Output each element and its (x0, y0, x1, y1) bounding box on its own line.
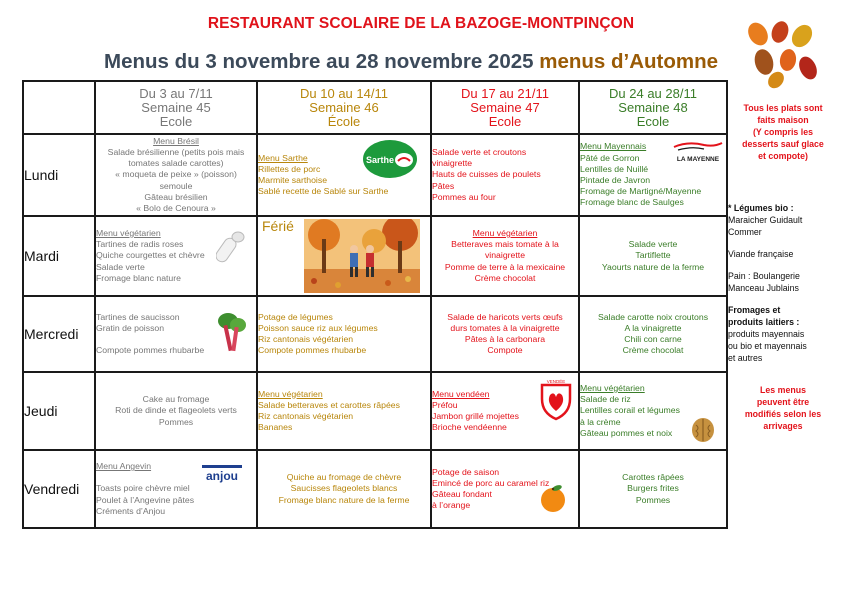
week-label: Ecole (488, 113, 522, 129)
menu-mercredi-w45 (95, 296, 257, 372)
autumn-leaves-icon (744, 20, 820, 90)
note-line: peuvent être (756, 397, 810, 407)
vendee-logo (534, 377, 578, 421)
row-vendredi (23, 450, 727, 528)
menu-jeudi-w47 (431, 372, 579, 450)
menu-lundi-w46 (257, 134, 431, 216)
menu-line: Créments d’Anjou (96, 505, 166, 516)
menu-line: Tartines de radis roses (96, 239, 184, 250)
note-line: * Légumes bio : (728, 203, 794, 213)
menu-table (22, 80, 728, 529)
note-line: produits mayennais (728, 329, 805, 339)
week-dates: Du 24 au 28/11 (609, 85, 697, 101)
menu-jeudi-w48 (579, 372, 727, 450)
menu-theme: Menu végétarien (580, 382, 645, 393)
menu-mardi-w45 (95, 216, 257, 296)
menu-vendredi-w45 (95, 450, 257, 528)
menu-line: Salade betteraves et carottes râpées (258, 399, 400, 410)
note-line: Pain : Boulangerie (728, 271, 800, 281)
week-dates: Du 10 au 14/11 (300, 85, 388, 101)
menu-lundi-w48 (579, 134, 727, 216)
bread-note (728, 270, 838, 294)
mayenne-logo (672, 141, 724, 165)
menu-theme: Menu Angevin (96, 461, 152, 472)
menu-line: tomates salade carottes) (128, 158, 224, 169)
menu-line: Hauts de cuisses de poulets (432, 169, 541, 180)
holiday-label: Férié (262, 218, 294, 234)
note-line: ou bio et mayennais (728, 341, 807, 351)
menu-line: Fromage blanc nature de la ferme (278, 494, 410, 505)
note-line: arrivages (763, 421, 803, 431)
menu-vendredi-w47 (431, 450, 579, 528)
menu-mercredi-w46 (257, 296, 431, 372)
week-45-header (95, 81, 257, 134)
sarthe-logo-text: Sarthe (365, 155, 395, 165)
menu-line: Gâteau pommes et noix (580, 427, 673, 438)
menu-theme: Menu vendéen (432, 388, 490, 399)
menu-line: Pâté de Gorron (580, 152, 640, 163)
menu-line: Pommes au four (432, 191, 496, 202)
menu-line: Gâteau brésilien (144, 191, 208, 202)
menu-line: Salade carotte noix croutons (597, 311, 709, 322)
menu-line: Carottes râpées (622, 472, 684, 483)
menu-line: Chili con carne (624, 334, 682, 344)
note-line: faits maison (757, 115, 809, 125)
season-label: menus d’Automne (539, 50, 719, 73)
menu-line: Tartines de saucisson (96, 311, 180, 322)
restaurant-title: RESTAURANT SCOLAIRE DE LA BAZOGE-MONTPINÇON (207, 15, 635, 32)
menu-line: Fromage de Martigné/Mayenne (580, 186, 702, 197)
menu-vendredi-w48 (579, 450, 727, 528)
day-jeudi: Jeudi (23, 372, 95, 450)
menu-mercredi-w47 (431, 296, 579, 372)
note-line: Commer (728, 227, 762, 237)
menu-line: Saucisses flageolets blancs (290, 483, 398, 494)
menu-line: Pomme de terre à la mexicaine (444, 261, 566, 272)
menu-period-title (104, 50, 718, 74)
week-number: Semaine 48 (618, 99, 688, 115)
rhubarb-icon (216, 311, 248, 353)
meat-note: Viande française (728, 249, 794, 259)
menu-line: Cake au fromage (142, 394, 210, 405)
note-line: et compote) (758, 151, 808, 161)
row-mardi (23, 216, 727, 296)
menu-line: vinaigrette (484, 250, 526, 261)
menu-line: Emincé de porc au caramel riz (432, 477, 550, 488)
menu-change-note (728, 384, 838, 432)
menu-line: Pintade de Javron (580, 175, 651, 185)
day-vendredi: Vendredi (23, 450, 95, 528)
menu-vendredi-w46 (257, 450, 431, 528)
menu-line: Salade verte (628, 239, 678, 250)
week-label: Ecole (636, 113, 670, 129)
menu-line: durs tomates à la vinaigrette (450, 322, 560, 333)
info-sidebar (728, 102, 838, 432)
week-dates: Du 3 au 7/11 (139, 85, 213, 101)
row-jeudi (23, 372, 727, 450)
mayenne-logo-text: LA MAYENNE (676, 156, 720, 163)
orange-icon (538, 483, 568, 513)
menu-line: Potage de saison (432, 466, 500, 477)
day-lundi: Lundi (23, 134, 95, 216)
menu-mardi-w47 (431, 216, 579, 296)
menu-lundi-w45 (95, 134, 257, 216)
menu-line: Riz cantonais végétarien (258, 334, 354, 344)
anjou-logo-text: anjou (206, 469, 238, 483)
menu-line: Quiche au fromage de chèvre (286, 472, 402, 483)
menu-line: Pommes (158, 416, 194, 427)
menu-line: Compote pommes rhubarbe (258, 345, 367, 356)
menu-line: Pâtes à la carbonara (464, 334, 546, 344)
menu-line: Pommes (635, 494, 671, 505)
menu-line: Salade de riz (580, 394, 631, 405)
menu-line: « Bolo de Cenoura » (136, 203, 216, 213)
menu-line: Préfou (432, 399, 458, 410)
menu-line: Jambon grillé mojettes (432, 411, 519, 421)
menu-line: Fromage blanc nature (96, 272, 181, 283)
sarthe-logo (362, 139, 418, 179)
note-line: Fromages et (728, 305, 781, 315)
menu-theme: Menu Mayennais (580, 141, 647, 152)
bio-vegetables-note (728, 202, 838, 238)
week-label: Ecole (159, 113, 193, 129)
menu-line: vinaigrette (432, 158, 473, 169)
homemade-note (728, 102, 838, 162)
menu-line: Compote (487, 345, 523, 356)
menu-line: Lentilles corail et légumes (580, 405, 680, 416)
menu-line: Marmite sarthoise (258, 175, 328, 185)
menu-line: à la crème (580, 416, 621, 427)
menu-theme: Menu végétarien (258, 388, 323, 399)
menu-line: Burgers frites (627, 483, 679, 494)
note-line: Maraicher Guidault (728, 215, 803, 225)
menu-line: Poisson sauce riz aux légumes (258, 322, 378, 333)
menu-line: Salade de haricots verts œufs (447, 311, 563, 322)
header-row (23, 81, 727, 134)
menu-theme: Menu Sarthe (258, 152, 308, 163)
note-line: Les menus (760, 385, 806, 395)
row-lundi (23, 134, 727, 216)
day-mardi: Mardi (23, 216, 95, 296)
autumn-walk-picture (304, 219, 420, 293)
menu-lundi-w47 (431, 134, 579, 216)
menu-line: à l’orange (432, 500, 471, 511)
menu-theme: Menu Brésil (153, 135, 199, 146)
corner-cell (23, 81, 95, 134)
week-dates: Du 17 au 21/11 (461, 85, 549, 101)
menu-line: Brioche vendéenne (432, 422, 507, 433)
anjou-logo (202, 465, 242, 483)
menu-line: Salade brésilienne (petits pois mais (107, 146, 245, 157)
walnut-icon (690, 417, 716, 443)
menu-line: Sablé recette de Sablé sur Sarthe (258, 186, 389, 197)
week-47-header (431, 81, 579, 134)
menu-line: Crème chocolat (474, 272, 536, 283)
vendee-logo-text: VENDÉE (546, 379, 566, 384)
menu-line: Gratin de poisson (96, 322, 165, 333)
note-line: modifiés selon les (744, 409, 822, 419)
note-line: Tous les plats sont (743, 103, 823, 113)
menu-mercredi-w48 (579, 296, 727, 372)
week-number: Semaine 46 (309, 99, 379, 115)
menu-line: Crème chocolat (622, 345, 684, 356)
menu-line: « moqueta de peixe » (poisson) (115, 169, 237, 180)
menu-line: Poulet à l’Angevine pâtes (96, 494, 195, 505)
note-line: (Y compris les (753, 127, 813, 137)
row-mercredi (23, 296, 727, 372)
day-mercredi: Mercredi (23, 296, 95, 372)
radish-icon (216, 227, 246, 265)
menu-line: Tartiflette (635, 250, 671, 261)
menu-line: Quiche courgettes et chèvre (96, 250, 205, 261)
menu-line: Pâtes (432, 180, 455, 191)
menu-line: Toasts poire chèvre miel (96, 483, 190, 494)
menu-line: semoule (159, 180, 193, 191)
menu-line: Roti de dinde et flageolets verts (115, 405, 237, 416)
menu-theme: Menu végétarien (472, 227, 538, 238)
week-46-header (257, 81, 431, 134)
menu-line: Salade verte et croutons (432, 146, 527, 157)
menu-line: Rillettes de porc (258, 163, 321, 174)
note-line: desserts sauf glace (742, 139, 824, 149)
menu-mardi-w48 (579, 216, 727, 296)
menu-period-text: Menus du 3 novembre au 28 novembre 2025 (104, 50, 534, 73)
menu-line: Betteraves mais tomate à la (451, 239, 559, 250)
menu-line: Gâteau fondant (432, 489, 492, 499)
menu-line: A la vinaigrette (624, 322, 682, 333)
note-line: Manceau Jublains (728, 283, 799, 293)
note-line: et autres (728, 353, 763, 363)
note-line: produits laitiers : (728, 317, 800, 327)
week-number: Semaine 45 (141, 99, 211, 115)
week-label: École (327, 113, 361, 129)
menu-line: Potage de légumes (258, 311, 333, 322)
menu-mardi-w46 (257, 216, 431, 296)
week-48-header (579, 81, 727, 134)
dairy-note (728, 304, 838, 364)
menu-line: Yaourts nature de la ferme (601, 261, 705, 272)
menu-line: Compote pommes rhubarbe (96, 345, 205, 356)
menu-line: Riz cantonais végétarien (258, 411, 354, 421)
menu-jeudi-w45 (95, 372, 257, 450)
week-number: Semaine 47 (470, 99, 540, 115)
menu-theme: Menu végétarien (96, 227, 161, 238)
menu-line: Salade verte (96, 261, 145, 272)
menu-jeudi-w46 (257, 372, 431, 450)
menu-line: Lentilles de Nuillé (580, 163, 649, 174)
menu-line: Bananes (258, 422, 293, 433)
menu-line: Fromage blanc de Saulges (580, 197, 684, 208)
